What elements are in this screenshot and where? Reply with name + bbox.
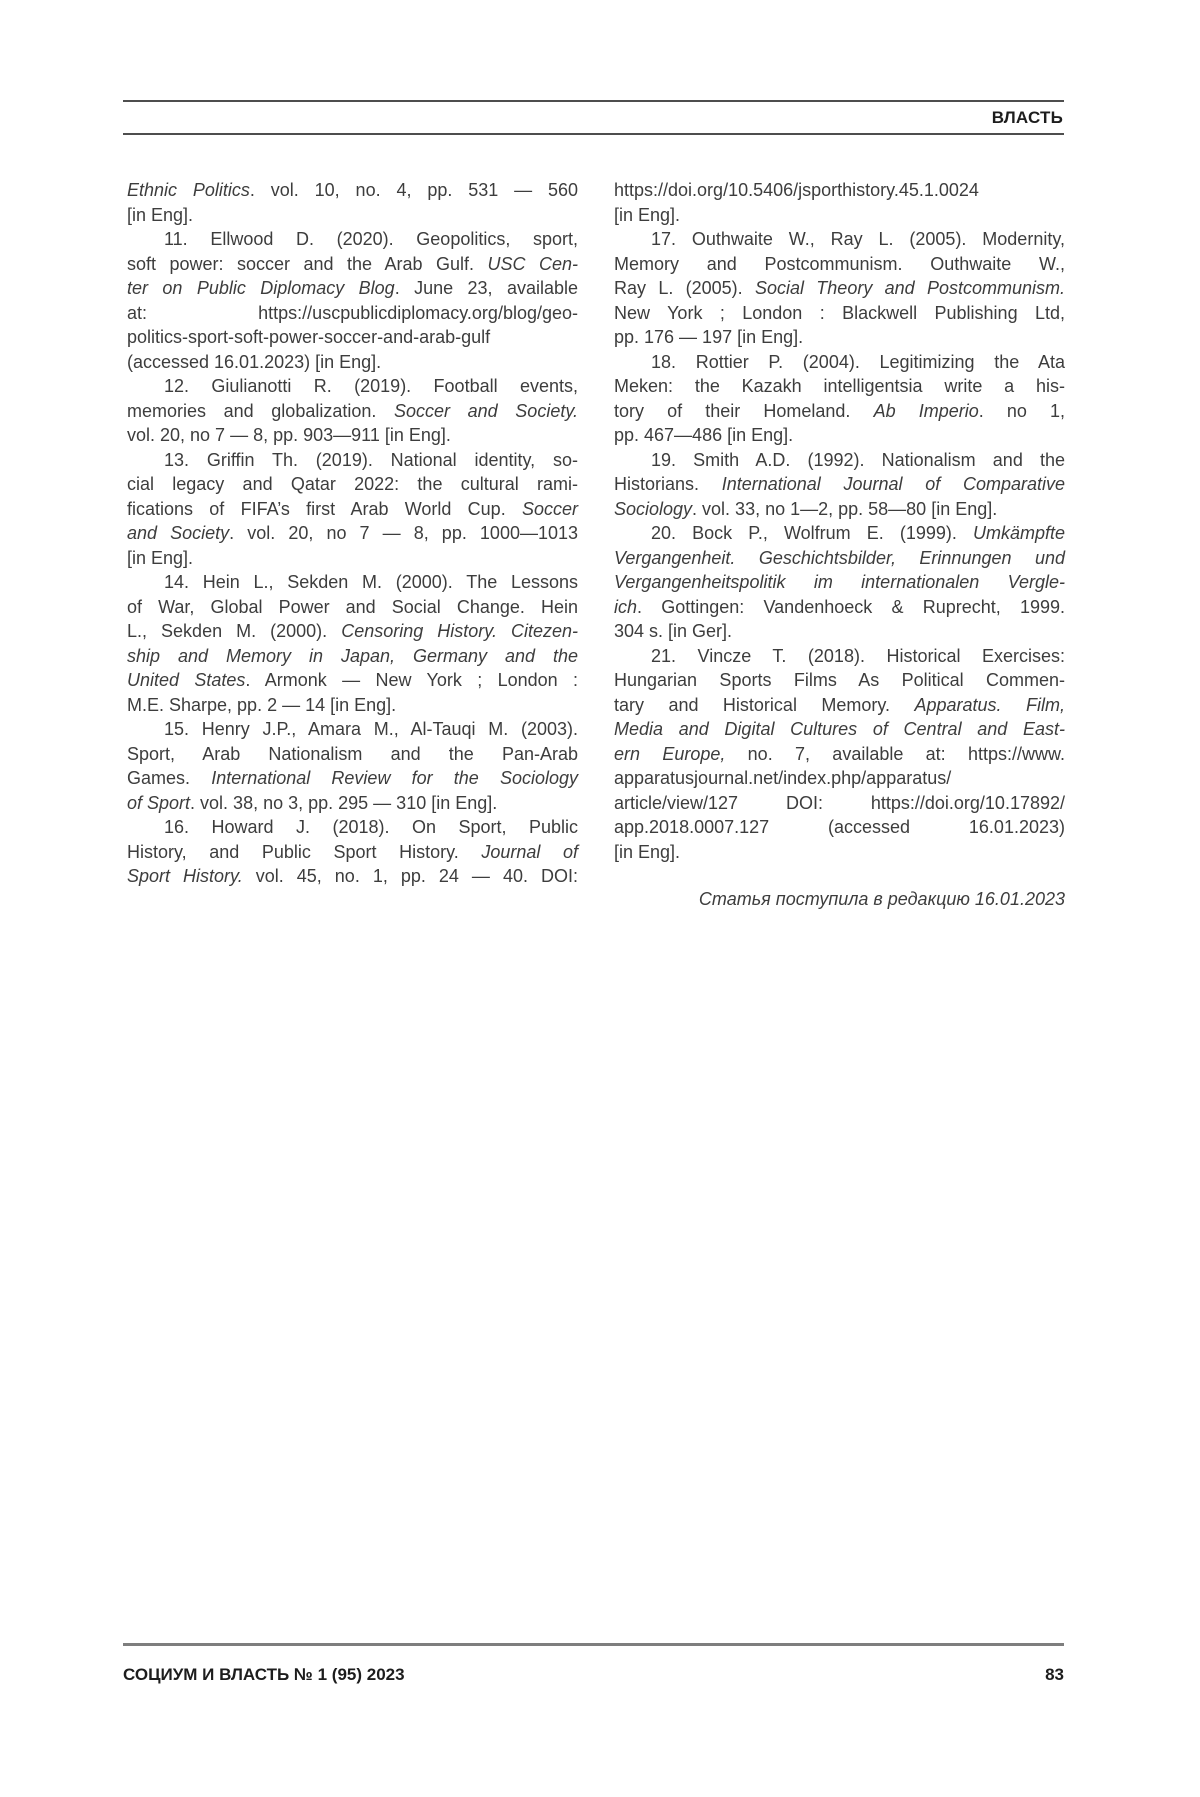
reference-line (127, 203, 578, 228)
reference-text-segment: . Armonk — New York ; London : (245, 670, 579, 690)
reference-line (127, 325, 578, 350)
reference-line (614, 668, 1065, 693)
reference-line (127, 595, 578, 620)
reference-line (614, 276, 1065, 301)
reference-text-segment: 20. Bock P., Wolfrum E. (1999). (651, 523, 973, 543)
reference-line (614, 497, 1065, 522)
reference-italic-segment: International Review for the Sociology (211, 768, 578, 788)
left-column-lines (127, 178, 578, 889)
reference-text-segment: Games. (127, 768, 212, 788)
reference-line (127, 497, 578, 522)
reference-text-segment: 14. Hein L., Sekden M. (2000). The Lessons (164, 572, 578, 592)
reference-text-segment: [in Eng]. (614, 841, 681, 862)
reference-italic-segment: Sport History. (127, 866, 243, 886)
reference-line (127, 448, 578, 473)
reference-text-segment: politics-sport-soft-power-soccer-and-arab-gulf (127, 327, 491, 347)
reference-text-segment: M.E. Sharpe, pp. 2 — 14 [in Eng]. (127, 694, 397, 715)
reference-text-segment: no. 7, available at: https://www. (725, 743, 1066, 764)
reference-line (127, 742, 578, 767)
reference-line (127, 619, 578, 644)
reference-text-segment: 19. Smith A.D. (1992). Nationalism and the (651, 449, 1065, 470)
reference-text-segment: . vol. 10, no. 4, pp. 531 — 560 (249, 180, 579, 200)
reference-line (614, 840, 1065, 865)
reference-italic-segment: USC Cen- (487, 253, 578, 274)
reference-line (127, 644, 578, 669)
reference-text-segment: app.2018.0007.127 (accessed 16.01.2023) (614, 817, 1065, 837)
received-note: Статья поступила в редакцию 16.01.2023 (698, 889, 1065, 909)
reference-text-segment: 304 s. [in Ger]. (614, 621, 733, 641)
reference-text-segment: apparatusjournal.net/index.php/apparatus/ (614, 768, 952, 788)
reference-italic-segment: Soccer (521, 498, 578, 519)
reference-text-segment: Meken: the Kazakh intelligentsia write a his- (614, 376, 1065, 396)
reference-line (127, 472, 578, 497)
page-header (123, 100, 1064, 135)
reference-text-segment: Hungarian Sports Films As Political Commen- (614, 670, 1065, 690)
reference-line (614, 423, 1065, 448)
reference-line (614, 791, 1065, 816)
reference-text-segment: (accessed 16.01.2023) [in Eng]. (127, 351, 382, 372)
reference-text-segment: New York ; London : Blackwell Publishing Ltd, (614, 302, 1065, 323)
reference-line (127, 570, 578, 595)
reference-text-segment: . vol. 33, no 1—2, pp. 58—80 [in Eng]. (692, 498, 998, 519)
reference-italic-segment: Soccer and Society. (394, 400, 578, 421)
reference-line (614, 203, 1065, 228)
reference-line (127, 815, 578, 840)
reference-text-segment: article/view/127 DOI: https://doi.org/10.17892/ (614, 792, 1065, 813)
footer-row (123, 1665, 1064, 1685)
reference-text-segment: L., Sekden M. (2000). (127, 621, 342, 641)
reference-italic-segment: ship and Memory in Japan, Germany and the (127, 645, 578, 666)
reference-text-segment: 11. Ellwood D. (2020). Geopolitics, sport, (164, 229, 578, 249)
reference-text-segment: pp. 176 — 197 [in Eng]. (614, 327, 804, 347)
reference-text-segment: at: https://uscpublicdiplomacy.org/blog/geo- (127, 302, 578, 323)
page-number: 83 (1045, 1665, 1064, 1684)
reference-italic-segment: ter on Public Diplomacy Blog (127, 278, 395, 298)
reference-line (614, 521, 1065, 546)
reference-text-segment: memories and globalization. (127, 400, 394, 421)
reference-italic-segment: Ethnic Politics (127, 180, 250, 200)
reference-line (127, 546, 578, 571)
reference-line (614, 595, 1065, 620)
reference-line (614, 252, 1065, 277)
reference-text-segment: of War, Global Power and Social Change. Hein (127, 596, 578, 617)
references-left-column (127, 178, 578, 912)
reference-text-segment: . June 23, available (394, 278, 579, 298)
reference-line (127, 840, 578, 865)
reference-line (614, 227, 1065, 252)
reference-line (614, 742, 1065, 767)
reference-line (127, 276, 578, 301)
reference-italic-segment: Sociology (614, 498, 693, 519)
reference-italic-segment: ich (614, 596, 638, 617)
reference-text-segment: . no 1, (978, 400, 1065, 421)
reference-text-segment: pp. 467—486 [in Eng]. (614, 425, 794, 445)
reference-italic-segment: Apparatus. Film, (914, 694, 1065, 715)
reference-italic-segment: of Sport (127, 792, 191, 813)
reference-text-segment: 17. Outhwaite W., Ray L. (2005). Modernity, (651, 229, 1065, 249)
reference-line (614, 448, 1065, 473)
reference-line (127, 717, 578, 742)
header-rule-bottom (123, 133, 1064, 135)
reference-line (127, 350, 578, 375)
reference-text-segment: . Gottingen: Vandenhoeck & Ruprecht, 1999. (637, 596, 1065, 617)
reference-line (614, 717, 1065, 742)
reference-italic-segment: Vergangenheitspolitik im internationalen Vergle- (614, 572, 1065, 592)
reference-line (614, 472, 1065, 497)
reference-line (614, 766, 1065, 791)
page-footer (123, 1643, 1064, 1685)
reference-italic-segment: ern Europe, (614, 743, 726, 764)
reference-italic-segment: Social Theory and Postcommunism. (754, 278, 1065, 298)
reference-text-segment: cial legacy and Qatar 2022: the cultural rami- (127, 474, 578, 494)
reference-text-segment: soft power: soccer and the Arab Gulf. (127, 253, 488, 274)
reference-line (614, 815, 1065, 840)
reference-text-segment: vol. 45, no. 1, pp. 24 — 40. DOI: (242, 866, 578, 886)
reference-italic-segment: Censoring History. Citezen- (341, 621, 578, 641)
references-right-column (614, 178, 1065, 912)
reference-line (614, 693, 1065, 718)
reference-text-segment: [in Eng]. (614, 204, 681, 225)
reference-line (127, 521, 578, 546)
reference-line (127, 301, 578, 326)
journal-title: СОЦИУМ И ВЛАСТЬ № 1 (95) 2023 (123, 1665, 405, 1684)
reference-text-segment: vol. 20, no 7 — 8, pp. 903—911 [in Eng]. (127, 425, 451, 445)
reference-text-segment: tory of their Homeland. (614, 400, 874, 421)
reference-text-segment: [in Eng]. (127, 204, 194, 225)
reference-line (127, 227, 578, 252)
reference-text-segment: 13. Griffin Th. (2019). National identity, so- (164, 449, 578, 470)
references-section (127, 178, 1065, 912)
reference-italic-segment: Vergangenheit. Geschichtsbilder, Erinnungen und (614, 547, 1065, 568)
reference-italic-segment: Media and Digital Cultures of Central and East- (614, 719, 1065, 739)
reference-italic-segment: and Society (127, 523, 230, 543)
reference-line (614, 301, 1065, 326)
reference-text-segment: History, and Public Sport History. (127, 841, 482, 862)
reference-text-segment: Ray L. (2005). (614, 278, 755, 298)
reference-text-segment: 15. Henry J.P., Amara M., Al-Tauqi M. (2003). (164, 719, 578, 739)
reference-line (614, 374, 1065, 399)
reference-italic-segment: International Journal of Comparative (721, 474, 1065, 494)
reference-line (614, 619, 1065, 644)
reference-line (614, 399, 1065, 424)
reference-line (127, 791, 578, 816)
reference-line (127, 423, 578, 448)
reference-line (127, 864, 578, 889)
reference-text-segment: tary and Historical Memory. (614, 694, 915, 715)
reference-text-segment: fications of FIFA’s first Arab World Cup. (127, 498, 522, 519)
running-head: ВЛАСТЬ (991, 108, 1063, 127)
reference-text-segment: 18. Rottier P. (2004). Legitimizing the Ata (651, 351, 1065, 372)
reference-line (127, 399, 578, 424)
reference-line (614, 325, 1065, 350)
reference-line (127, 178, 578, 203)
reference-text-segment: 21. Vincze T. (2018). Historical Exercises: (651, 645, 1065, 666)
reference-line (614, 570, 1065, 595)
reference-text-segment: [in Eng]. (127, 547, 194, 568)
reference-line (614, 644, 1065, 669)
reference-line (127, 252, 578, 277)
reference-italic-segment: Ab Imperio (873, 400, 979, 421)
reference-line (614, 350, 1065, 375)
reference-line (127, 693, 578, 718)
reference-italic-segment: United States (127, 670, 246, 690)
reference-text-segment: 12. Giulianotti R. (2019). Football events, (164, 376, 578, 396)
reference-line (127, 668, 578, 693)
reference-italic-segment: Umkämpfte (972, 523, 1065, 543)
footer-rule (123, 1643, 1064, 1646)
reference-text-segment: . vol. 20, no 7 — 8, pp. 1000—1013 (229, 523, 579, 543)
reference-italic-segment: Journal of (481, 841, 578, 862)
reference-text-segment: Sport, Arab Nationalism and the Pan-Arab (127, 743, 578, 764)
reference-text-segment: Memory and Postcommunism. Outhwaite W., (614, 253, 1065, 274)
reference-text-segment: https://doi.org/10.5406/jsporthistory.45.1.0024 (614, 180, 979, 200)
reference-line (614, 178, 1065, 203)
reference-text-segment: Historians. (614, 474, 722, 494)
reference-line (127, 374, 578, 399)
reference-text-segment: 16. Howard J. (2018). On Sport, Public (164, 817, 578, 837)
reference-line (127, 766, 578, 791)
reference-line (614, 546, 1065, 571)
right-column-lines (614, 178, 1065, 864)
reference-text-segment: . vol. 38, no 3, pp. 295 — 310 [in Eng]. (190, 792, 498, 813)
